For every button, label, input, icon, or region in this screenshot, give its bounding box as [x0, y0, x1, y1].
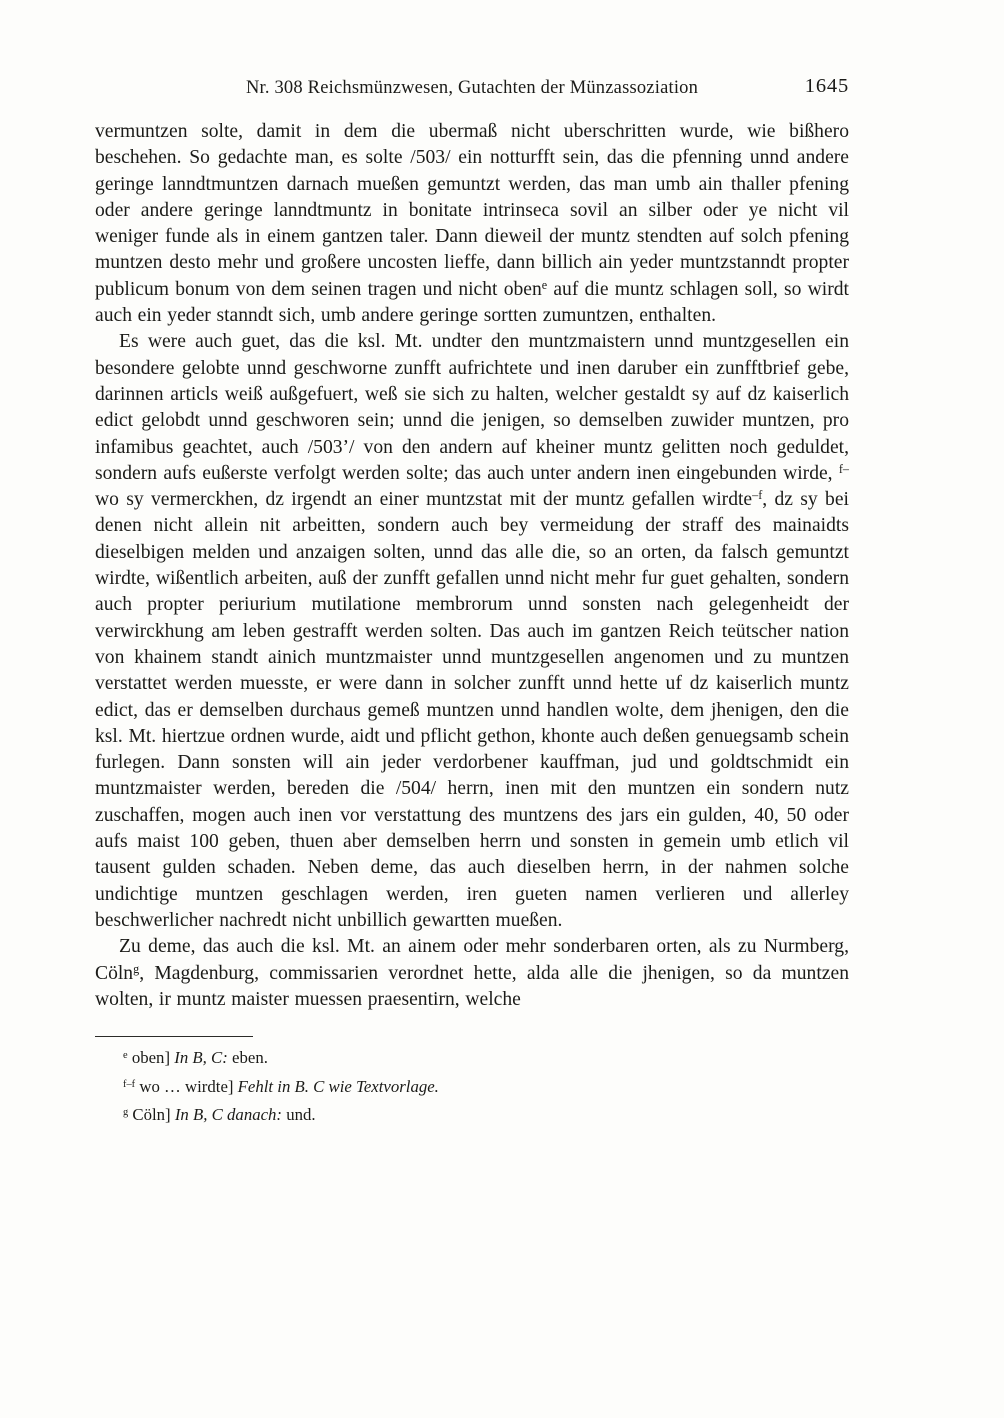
footnote-ref: –f [752, 488, 763, 503]
text-run: eben. [227, 1048, 268, 1068]
footnote-marker: f–f [123, 1078, 136, 1090]
text-run: Zu deme, das auch die ksl. Mt. an ainem oder mehr sonderbaren orten, als zu Nurmberg, Cöln [95, 936, 849, 984]
footnote-separator [95, 1036, 253, 1037]
paragraph [95, 119, 849, 329]
text-column [95, 75, 850, 1130]
body-text [95, 119, 849, 1013]
footnotes [95, 1044, 849, 1130]
text-run: wo … wirdte] [135, 1076, 238, 1096]
footnote-marker: e [123, 1050, 128, 1062]
paragraph [95, 329, 849, 934]
text-run: vermuntzen solte, damit in dem die ubermaß nicht uberschritten wurde, wie bißhero beschehen. So gedachte man, es solte /503/ ein notturfft sein, das die pfenning unnd andere geringe lanndtmuntzen darnach mueßen gemuntzt werden, das man umb ain thaller pfening oder andere geringe lanndtmuntz in bonitate intrinseca sovil an silber oder ye nicht vil weniger funde als in einem gantzen taler. Dann dieweil der muntz stendten auf solch pfening muntzen desto mehr und großere uncosten lieffe, dann billich ain yeder muntzstanndt propter publicum bonum von dem seinen tragen und nicht oben [95, 121, 849, 300]
text-run: wo sy vermerckhen, dz irgendt an einer muntzstat mit der muntz gefallen wirdte [95, 489, 753, 511]
page-header [95, 75, 849, 106]
text-run: Cöln] [128, 1105, 175, 1125]
footnote [95, 1073, 849, 1102]
text-run: und. [282, 1105, 316, 1125]
footnote [95, 1044, 849, 1073]
text-run: oben] [127, 1048, 175, 1068]
text-run: auf die muntz schlagen soll, so wirdt auch ein yeder stanndt sich, umb andere geringe sortten zumuntzen, enthalten. [95, 278, 849, 327]
footnote-ref: f– [838, 462, 849, 477]
text-run: Es were auch guet, das die ksl. Mt. undter den muntzmaistern unnd muntzgesellen ein besondere gelobte unnd geschworne zunfft aufrichtete und inen daruber ein zunfftbrief gebe, darinnen articls weiß außgefuert, weß sie sich zu halten, welcher gestaldt sy auf dz kaiserlich edict gelobdt unnd geschworen sein; unnd die jenigen, so demselben zuwider muntzen, pro infamibus geachtet, auch /503’/ von den andern auf kheiner muntz gelitten noch geduldet, sondern aufs eußerste verfolgt werden solte; das auch unter andern inen eingebunden wirde, [95, 331, 849, 484]
footnote-ref: e [541, 277, 548, 292]
footnote-ref: g [133, 961, 140, 976]
footnote [95, 1101, 849, 1130]
text-run: In B, C: [174, 1048, 228, 1068]
text-run: In B, C danach: [174, 1105, 283, 1125]
paragraph [95, 934, 849, 1013]
page-number: 1645 [804, 75, 849, 97]
text-run: , Magdenburg, commissarien verordnet hette, alda alle die jhenigen, so da muntzen wolten, ir muntz maister muessen praesentirn, welche [95, 962, 849, 1010]
running-title: Nr. 308 Reichsmünzwesen, Gutachten der Münzassoziation [245, 78, 699, 98]
text-run: Fehlt in B. C wie Textvorlage. [237, 1076, 439, 1096]
footnote-marker: g [123, 1107, 129, 1119]
text-run: , dz sy bei denen nicht allein nit arbeitten, sondern auch bey vermeidung der straff des mainaidts dieselbigen melden und anzaigen solten, unnd das alle die, so an orten, da falsch gemuntzt wirdte, wißentlich arbeiten, auß der zunfft gefallen unnd nicht mehr fur guet gehalten, sondern auch propter periurium mutilatione membrorum unnd sonsten nach gelegenheidt der verwirckhung am leben gestrafft werden solten. Das auch im gantzen Reich teütscher nation von khainem standt ainich muntzmaister unnd muntzgesellen angenomen und zu muntzen verstattet werden muesste, er were dann in solcher zunfft unnd hette uf dz kaiserlich muntz edict, das er demselben durchaus gemeß muntzen unnd handlen wolte, dem jhenigen, den die ksl. Mt. hiertzue ordnen wurde, aidt und pflicht gethon, khonte auch deßen genuegsamb schein furlegen. Dann sonsten will ain jeder verdorbener kauffman, jud und goldtschmidt ein muntzmaister werden, bereden die /504/ herrn, inen mit den muntzen ein sondern nutz zuschaffen, mogen auch inen vor verstattung des muntzens des jars ein gulden, 40, 50 oder aufs maist 100 geben, thuen aber demselben herrn und sonsten in gemein umb etlich vil tausent gulden schaden. Neben deme, das auch dieselben herrn, in der nahmen solche undichtige muntzen geschlagen werden, iren gueten namen verlieren und allerley beschwerlicher nachredt nicht unbillich gewartten mueßen. [95, 489, 850, 931]
